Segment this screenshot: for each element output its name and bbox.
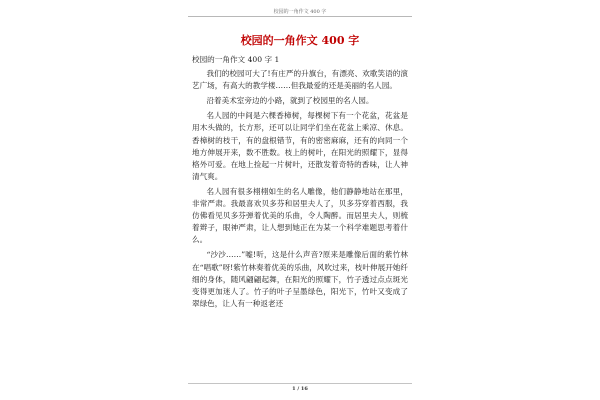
footer-divider: [188, 383, 412, 384]
section-subheading: 校园的一角作文 400 字 1: [192, 55, 280, 64]
document-title: 校园的一角作文 400 字: [240, 34, 360, 47]
header-divider: [188, 16, 412, 17]
page-header: 校园的一角作文 400 字: [273, 9, 327, 15]
page-number: 1 / 16: [292, 386, 308, 392]
paragraph-2: 沿着美术室旁边的小路，就到了校园里的名人园。: [206, 96, 374, 106]
paragraph-5: “沙沙……”嘘!听，这是什么声音?原来是雕像后面的紫竹林在“唱歌”呀!紫竹林奏着优美的乐曲，风吹过来，枝叶伸展开她纤细的身体，随风翩翩起舞，在阳光的照耀下，竹子透过点点斑光变得更加迷人了。竹子的叶子呈墨绿色，阳光下，竹叶又变成了翠绿色，让人有一种返老还: [192, 250, 408, 308]
paragraph-1: 我们的校园可大了!有庄严的升旗台，有漂亮、欢歌笑语的演艺广场，有高大的教学楼……但我最爱的还是美丽的名人园。: [192, 69, 408, 91]
document-body: [192, 54, 408, 313]
paragraph-3: 名人园的中间是六棵香樟树，每棵树下有一个花盆，花盆是用木头做的，长方形，还可以让同学们坐在花盆上乘凉、休息。香樟树的枝干，有的盘根错节，有的密密麻麻，还有的向同一个地方伸展开来，数不胜数。枝上的树叶，在阳光的照耀下，显得格外可爱。在地上捡起一片树叶，还散发着奇特的香味，让人神清气爽。: [192, 111, 408, 181]
paragraph-4: 名人园有很多栩栩如生的名人雕像，他们静静地站在那里，非常严肃。我最喜欢贝多芬和居里夫人了，贝多芬穿着西服，我仿佛看见贝多芬弹着优美的乐曲，令人陶醉。而居里夫人，则梳着辫子，眼神严肃，让人想到她正在为某一个科学难题思考着什么。: [192, 186, 408, 245]
